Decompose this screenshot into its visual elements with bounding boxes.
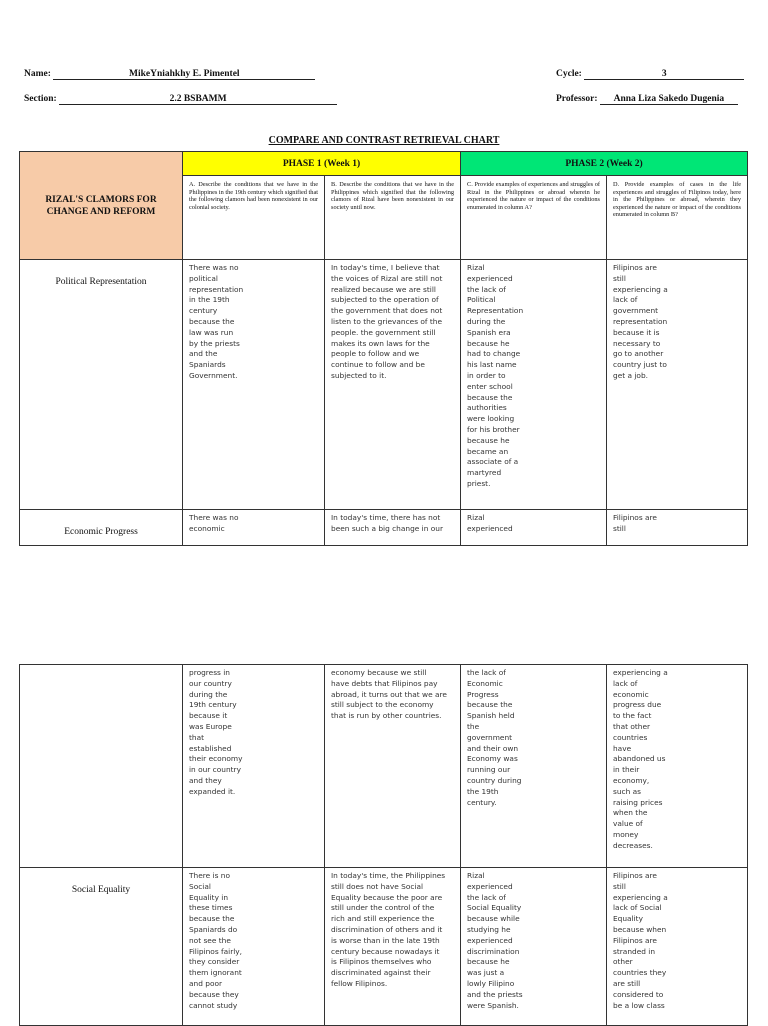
retrieval-chart-page-2 [19, 664, 748, 1026]
cell-a: There is no Social Equality in these times because the Spaniards do not see the Filipinos fairly, they consider them ignorant and poor because they cannot study [189, 871, 243, 1010]
table-row [20, 510, 748, 546]
cycle-line [556, 69, 744, 80]
row-label-political-representation: Political Representation [55, 277, 147, 287]
cell-b: In today's time, there has not been such a big change in our [331, 513, 443, 533]
question-b [325, 176, 461, 260]
question-a [183, 176, 325, 260]
cell-c: Rizal experienced the lack of Social Equality because while studying he experienced discrimination because he was just a lowly Filipino and the priests were Spanish. [467, 871, 523, 1010]
name-label: Name: [24, 69, 51, 79]
name-value: MikeYniahkhy E. Pimentel [53, 69, 315, 80]
chart-title: COMPARE AND CONTRAST RETRIEVAL CHART [268, 135, 500, 146]
cell-b: In today's time, the Philippines still does not have Social Equality because the poor are still under the control of the rich and still experience the discrimination of others and it is worse than in the late 19th century because nowadays it is Filipinos themselves who discriminated against their fellow Filipinos. [331, 871, 446, 988]
cell-a: progress in our country during the 19th century because it was Europe that established their economy in our country and they expanded it. [189, 668, 243, 796]
row-label-social-equality: Social Equality [71, 885, 131, 895]
cycle-label: Cycle: [556, 69, 582, 79]
table-row [20, 260, 748, 510]
cell-b: In today's time, I believe that the voices of Rizal are still not realized because we are still subjected to the operation of the government that does not listen to the grievances of the people. the government still makes its own laws for the people to follow and we continue to follow and be subjected to it. [331, 263, 443, 380]
professor-line [556, 94, 738, 105]
cell-a: There was no political representation in the 19th century because the law was run by the priests and the Spaniards Government. [189, 263, 244, 380]
cell-d: Filipinos are still experiencing a lack of government representation because it is necessary to go to another country just to get a job. [613, 263, 668, 380]
cycle-value: 3 [584, 69, 744, 80]
cell-c: Rizal experienced the lack of Political Representation during the Spanish era because he had to change his last name in order to enter school because the authorities were looking for his brother because he became an associate of a martyred priest. [467, 263, 524, 488]
section-label: Section: [24, 94, 57, 104]
question-c-text: C. Provide examples of experiences and struggles of Rizal in the Philippines or abroad wherein he experienced the nature or impact of the conditions enumerated in column A? [467, 181, 600, 211]
question-c [461, 176, 607, 260]
retrieval-chart-page-1 [19, 151, 748, 546]
phase-1-header: PHASE 1 (Week 1) [183, 152, 461, 176]
cell-b: economy because we still have debts that Filipinos pay abroad, it turns out that we are still subject to the economy that is run by other countries. [331, 668, 447, 721]
section-value: 2.2 BSBAMM [59, 94, 337, 105]
cell-a: There was no economic [189, 513, 239, 533]
question-d [607, 176, 748, 260]
professor-label: Professor: [556, 94, 598, 104]
name-line [24, 69, 315, 80]
section-line [24, 94, 337, 105]
cell-c: Rizal experienced [467, 513, 513, 533]
question-d-text: D. Provide examples of cases in the life experiences and struggles of Filipinos today, here in the Philippines or abroad, wherein they experienced the nature or impact of the conditions enumerated in column B? [613, 181, 741, 219]
clamors-header: RIZAL'S CLAMORS FOR CHANGE AND REFORM [20, 152, 183, 260]
cell-d: Filipinos are still [613, 513, 657, 533]
question-a-text: A. Describe the conditions that we have in the Philippines in the 19th century which signified that the following clamors had been nonexistent in our colonial society. [189, 181, 318, 211]
professor-value: Anna Liza Sakedo Dugenia [600, 94, 738, 105]
row-label-economic-progress: Economic Progress [64, 527, 138, 537]
table-row [20, 868, 748, 1026]
question-b-text: B. Describe the conditions that we have in the Philippines which signified that the following clamors of Rizal have been nonexistent in our society until now. [331, 181, 454, 211]
phase-2-header: PHASE 2 (Week 2) [461, 152, 748, 176]
cell-d: Filipinos are still experiencing a lack of Social Equality because when Filipinos are stranded in other countries they are still considered to be a low class [613, 871, 668, 1010]
table-row [20, 665, 748, 868]
cell-c: the lack of Economic Progress because the Spanish held the government and their own Economy was running our country during the 19th century. [467, 668, 522, 807]
cell-d: experiencing a lack of economic progress due to the fact that other countries have abandoned us in their economy, such as raising prices when the value of money decreases. [613, 668, 668, 850]
